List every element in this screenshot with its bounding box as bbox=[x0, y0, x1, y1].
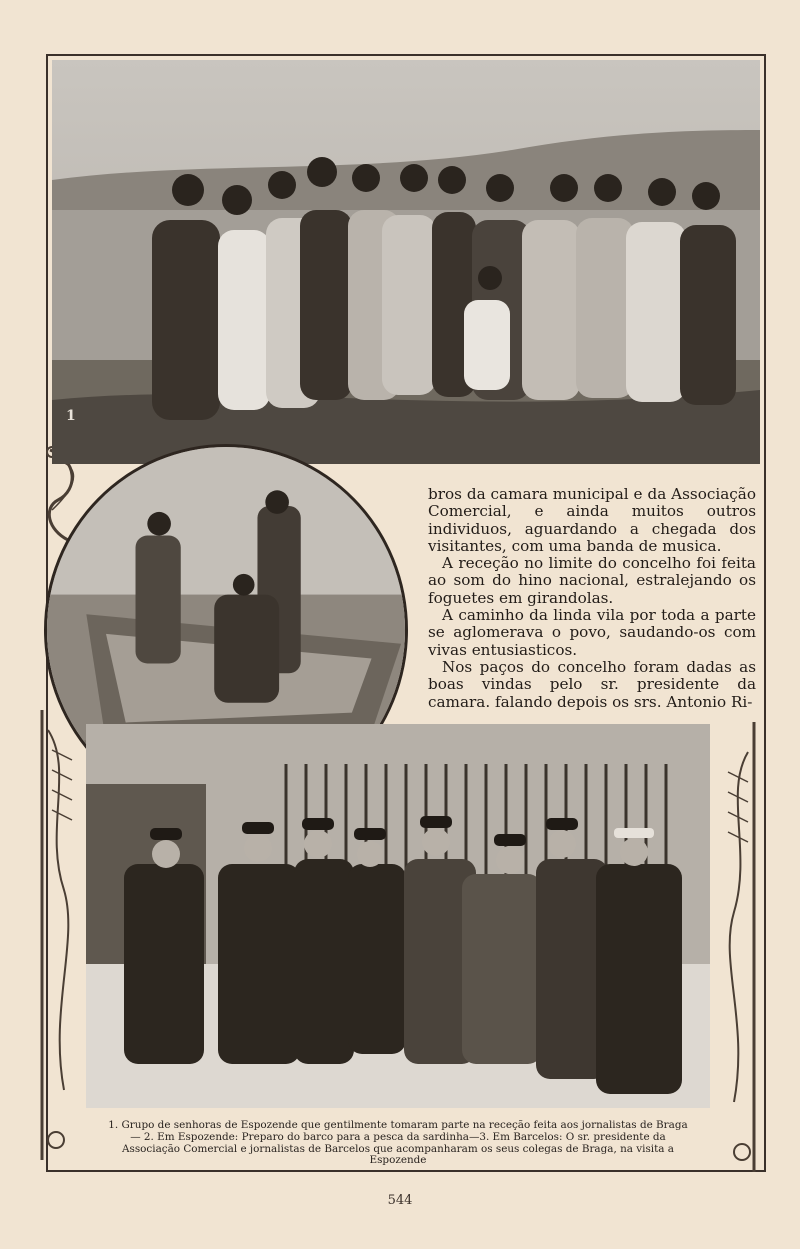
article-paragraph: A caminho da linda vila por toda a parte se aglomerava o povo, saudando-os com vivas entusiasticos. bbox=[428, 606, 756, 659]
page-number: 544 bbox=[387, 1193, 413, 1208]
article-text bbox=[428, 486, 756, 711]
article-paragraph: A receção no limite do concelho foi feita ao som do hino nacional, estralejando os foguetes em girandolas. bbox=[428, 554, 756, 607]
photo-caption: 1. Grupo de senhoras de Espozende que gentilmente tomaram parte na receção feita aos jornalistas de Braga — 2. Em Espozende: Preparo do barco para a pesca da sardinha—3. Em Barcelos: O sr. presidente da Associação Comercial e jornalistas de Barcelos que acompanharam os seus colegas de Braga, na visita a Espozende bbox=[108, 1119, 688, 1167]
photo-number-1: 1 bbox=[66, 408, 76, 424]
article-paragraph: Nos paços do concelho foram dadas as boas vindas pelo sr. presidente da camara. falando depois os srs. Antonio Ri- bbox=[428, 657, 756, 711]
photo-group-ladies-image bbox=[52, 60, 760, 464]
ornament-right-lower bbox=[714, 722, 764, 1172]
photo-group-men-image bbox=[86, 724, 710, 1108]
photo-group-men bbox=[86, 724, 710, 1108]
article-paragraph: bros da camara municipal e da Associação Comercial, e ainda muitos outros individuos, aguardando a chegada dos visitantes, com uma banda de musica. bbox=[428, 485, 756, 555]
photo-group-ladies bbox=[52, 60, 760, 464]
ornament-left-lower bbox=[34, 710, 84, 1160]
